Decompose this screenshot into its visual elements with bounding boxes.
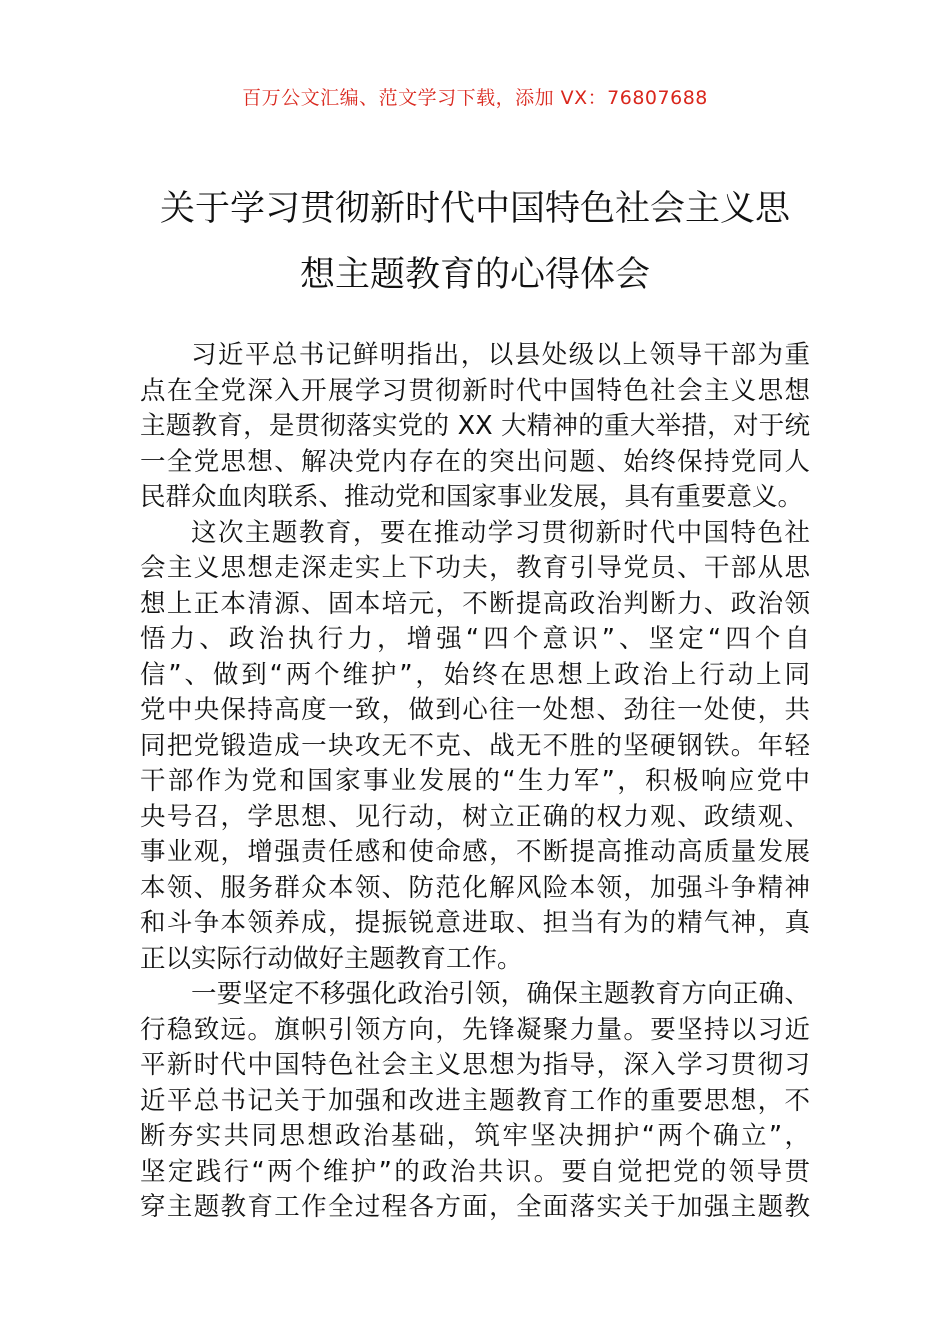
- paragraph-line: 断夯实共同思想政治基础，筑牢坚决拥护“两个确立”，: [140, 1121, 810, 1151]
- paragraph-line: 穿主题教育工作全过程各方面，全面落实关于加强主题教: [140, 1192, 810, 1222]
- paragraph-line: 和斗争本领养成，提振锐意进取、担当有为的精气神，真: [140, 908, 810, 938]
- paragraph-line: 近平总书记关于加强和改进主题教育工作的重要思想，不: [140, 1085, 810, 1116]
- paragraph-line: 想上正本清源、固本培元，不断提高政治判断力、政治领: [140, 588, 810, 619]
- title-line: 想主题教育的心得体会: [299, 255, 650, 295]
- paragraph-line: 悟力、政治执行力，增强“四个意识”、坚定“四个自: [140, 624, 810, 654]
- document-body: [140, 338, 810, 1226]
- paragraph-line: 习近平总书记鲜明指出，以县处级以上领导干部为重: [191, 340, 810, 370]
- paragraph-line: 正以实际行动做好主题教育工作。: [140, 943, 523, 974]
- paragraph-line: 一要坚定不移强化政治引领，确保主题教育方向正确、: [191, 979, 810, 1009]
- paragraph-line: 党中央保持高度一致，做到心往一处想、劲往一处使，共: [140, 695, 810, 725]
- header-watermark: 百万公文汇编、范文学习下载，添加 VX：76807688: [242, 87, 708, 109]
- paragraph-line: 同把党锻造成一块攻无不克、战无不胜的坚硬钢铁。年轻: [140, 730, 810, 761]
- paragraph-line: 一全党思想、解决党内存在的突出问题、始终保持党同人: [140, 446, 810, 477]
- paragraph-line: 点在全党深入开展学习贯彻新时代中国特色社会主义思想: [140, 375, 810, 406]
- paragraph-line: 事业观，增强责任感和使命感，不断提高推动高质量发展: [140, 837, 810, 867]
- paragraph-line: 本领、服务群众本领、防范化解风险本领，加强斗争精神: [140, 872, 810, 903]
- paragraph-line: 平新时代中国特色社会主义思想为指导，深入学习贯彻习: [140, 1050, 810, 1080]
- document-title: [130, 176, 820, 308]
- paragraph-line: 坚定践行“两个维护”的政治共识。要自觉把党的领导贯: [140, 1156, 810, 1187]
- paragraph-line: 主题教育，是贯彻落实党的 XX 大精神的重大举措，对于统: [140, 411, 810, 441]
- paragraph-line: 这次主题教育，要在推动学习贯彻新时代中国特色社: [191, 517, 810, 548]
- paragraph-line: 行稳致远。旗帜引领方向，先锋凝聚力量。要坚持以习近: [140, 1014, 810, 1045]
- title-line: 关于学习贯彻新时代中国特色社会主义思: [159, 189, 790, 229]
- paragraph-line: 干部作为党和国家事业发展的“生力军”，积极响应党中: [140, 766, 810, 796]
- paragraph-line: 信”、做到“两个维护”，始终在思想上政治上行动上同: [140, 659, 810, 690]
- paragraph-line: 会主义思想走深走实上下功夫，教育引导党员、干部从思: [140, 553, 810, 583]
- paragraph-line: 央号召，学思想、见行动，树立正确的权力观、政绩观、: [140, 801, 810, 832]
- paragraph-line: 民群众血肉联系、推动党和国家事业发展，具有重要意义。: [140, 482, 804, 512]
